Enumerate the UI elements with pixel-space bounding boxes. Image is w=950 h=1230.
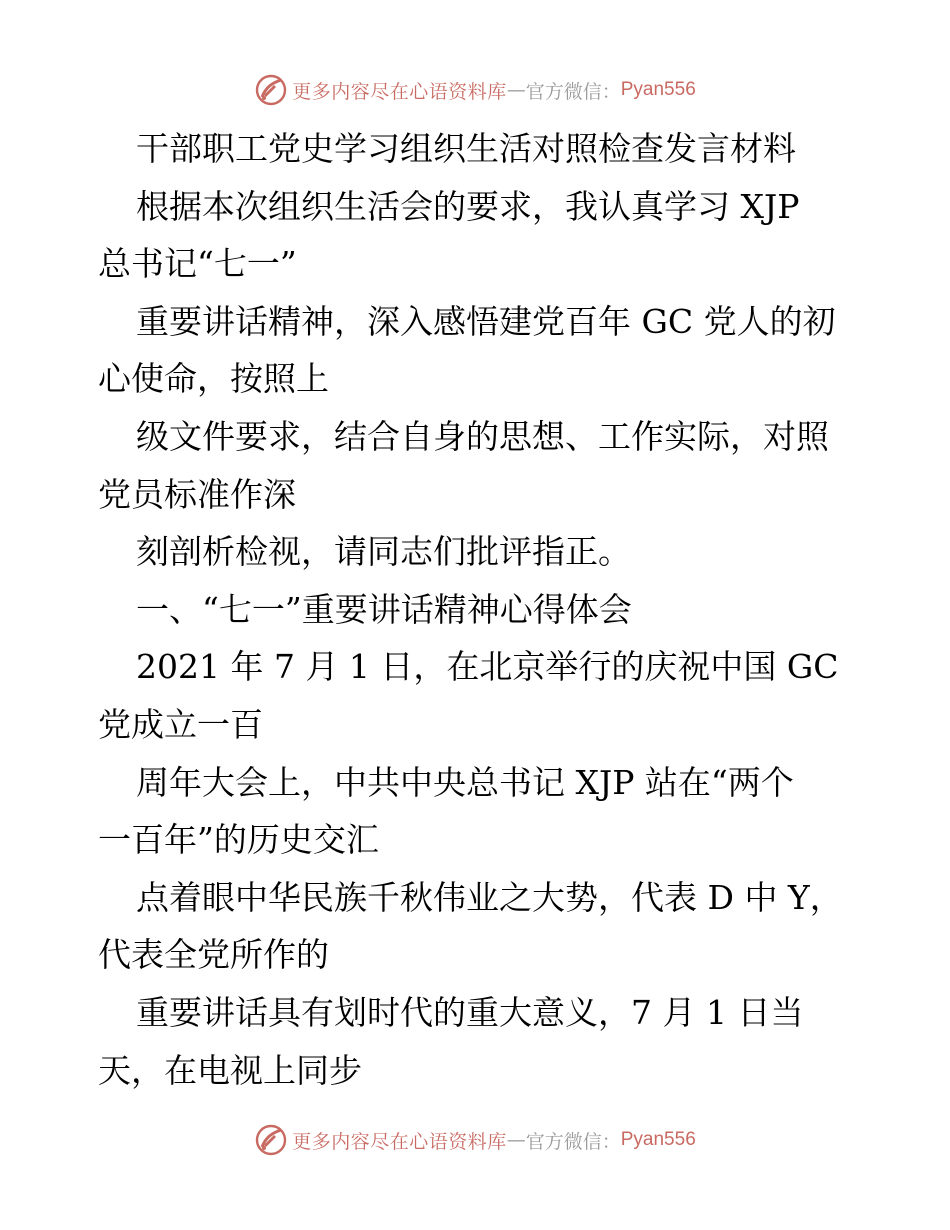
text-line: 一、“七一”重要讲话精神心得体会	[136, 589, 632, 629]
pen-logo-icon	[254, 73, 288, 107]
text-line: 一百年”的历史交汇	[98, 820, 379, 860]
text-line: 级文件要求，结合自身的思想、工作实际，对照	[136, 416, 829, 456]
text-line: 心使命，按照上	[98, 359, 329, 399]
text-line: 党员标准作深	[98, 474, 296, 514]
watermark-wechat-label: 官方微信：	[525, 1130, 621, 1153]
watermark-wechat-label: 官方微信：	[525, 80, 621, 103]
watermark-wechat-id: Pyan556	[620, 1129, 696, 1150]
header-watermark	[0, 70, 950, 110]
text-line: 重要讲话具有划时代的重大意义，7 月 1 日当	[136, 992, 804, 1032]
watermark-text: 更多内容尽在心语资料库	[292, 1130, 507, 1153]
text-line: 周年大会上，中共中央总书记 XJP 站在“两个	[136, 762, 794, 802]
text-line: 重要讲话精神，深入感悟建党百年 GC 党人的初	[136, 301, 836, 341]
footer-watermark	[0, 1120, 950, 1160]
document-body	[98, 120, 858, 1099]
text-line: 2021 年 7 月 1 日，在北京举行的庆祝中国 GC	[136, 647, 839, 687]
watermark-separator: —	[506, 79, 526, 101]
watermark-separator: —	[506, 1129, 526, 1151]
text-line: 代表全党所作的	[98, 935, 329, 975]
text-line: 刻剖析检视，请同志们批评指正。	[136, 532, 631, 572]
text-line: 天，在电视上同步	[98, 1050, 362, 1090]
text-line: 党成立一百	[98, 704, 263, 744]
watermark-text: 更多内容尽在心语资料库	[292, 80, 507, 103]
text-line: 总书记“七一”	[98, 244, 297, 284]
text-line: 点着眼中华民族千秋伟业之大势，代表 D 中 Y，	[136, 877, 843, 917]
text-line: 干部职工党史学习组织生活对照检查发言材料	[136, 129, 796, 168]
watermark-wechat-id: Pyan556	[620, 79, 696, 100]
text-line: 根据本次组织生活会的要求，我认真学习 XJP	[136, 186, 800, 226]
pen-logo-icon	[254, 1123, 288, 1157]
